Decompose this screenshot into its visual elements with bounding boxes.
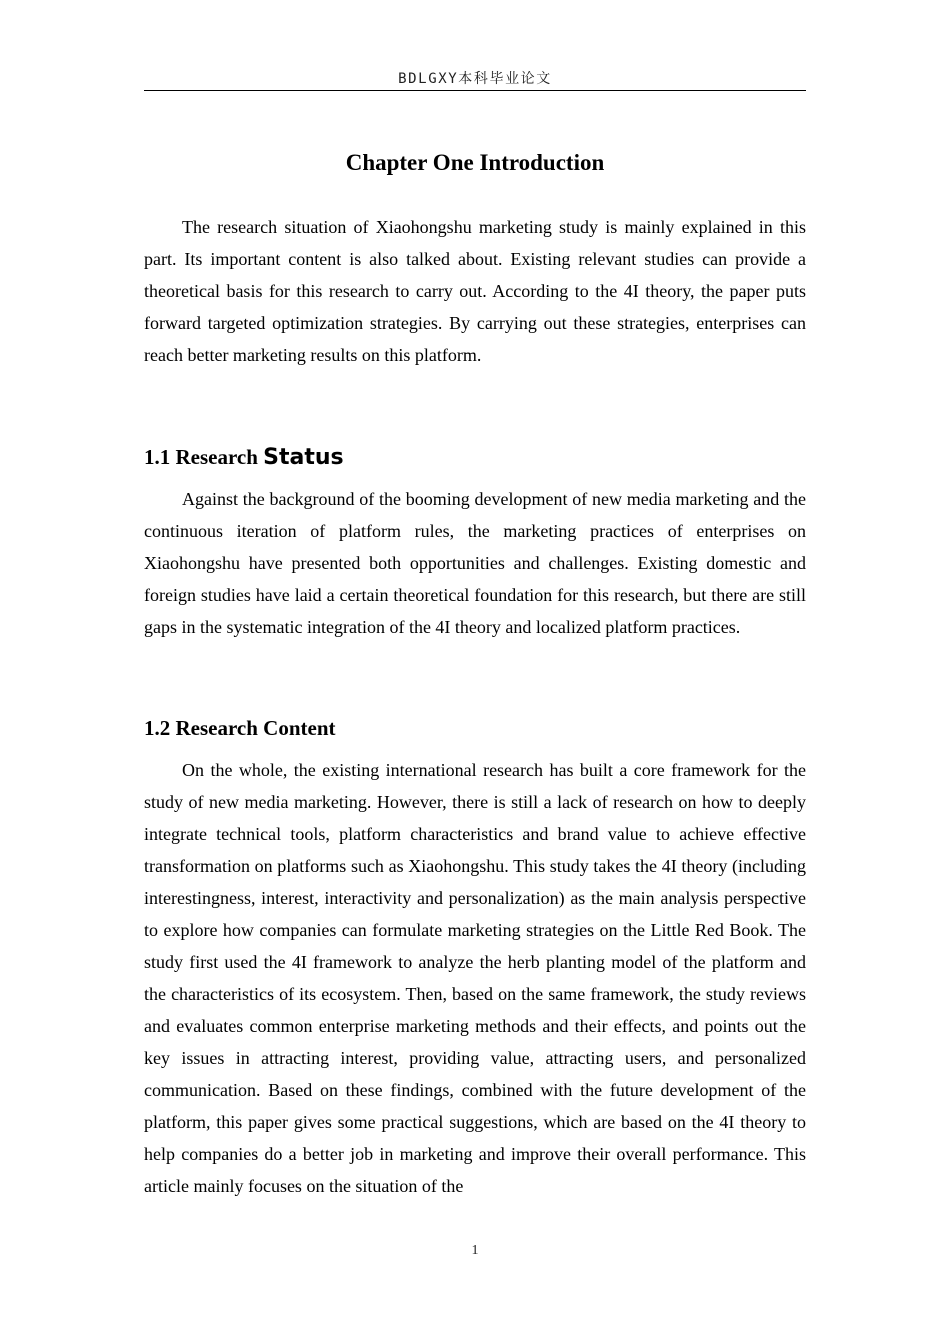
section-1-2-paragraph: On the whole, the existing international research has built a core framework for the study of new media marketing. However, there is still a lack of research on how to deeply integrate technical tools, platform characteristics and brand value to achieve effective transformation on platforms such as Xiaohongshu. This study takes the 4I theory (including interestingness, interest, interactivity and personalization) as the main analysis perspective to explore how companies can formulate marketing strategies on the Little Red Book. The study first used the 4I framework to analyze the herb planting model of the platform and the characteristics of its ecosystem. Then, based on the same framework, the study reviews and evaluates common enterprise marketing methods and their effects, and points out the key issues in attracting interest, providing value, attracting users, and personalized communication. Based on these findings, combined with the future development of the platform, this paper gives some practical suggestions, which are based on the 4I theory to help companies do a better job in marketing and improve their overall performance. This article mainly focuses on the situation of the [144, 760, 806, 1196]
running-header: BDLGXY本科毕业论文 [398, 71, 552, 87]
chapter-title: Chapter One Introduction [345, 150, 605, 175]
intro-paragraph: The research situation of Xiaohongshu marketing study is mainly explained in this part. Its important content is also talked about. Existing relevant studies can provide a theoretical basis for this research to carry out. According to the 4I theory, the paper puts forward targeted optimization strategies. By carrying out these strategies, enterprises can reach better marketing results on this platform. [144, 217, 806, 365]
section-heading-1-1 [144, 443, 806, 472]
section-heading-1-1-main: 1.1 Research [144, 445, 264, 469]
section-heading-1-1-tail: Status [263, 445, 344, 470]
section-1-1-paragraph: Against the background of the booming development of new media marketing and the continuous iteration of platform rules, the marketing practices of enterprises on Xiaohongshu have presented both opportunities and challenges. Existing domestic and foreign studies have laid a certain theoretical foundation for this research, but there are still gaps in the systematic integration of the 4I theory and localized platform practices. [144, 489, 806, 637]
page-number: 1 [471, 1243, 479, 1258]
section-heading-1-2: 1.2 Research Content [144, 716, 336, 740]
header-rule [144, 90, 806, 91]
